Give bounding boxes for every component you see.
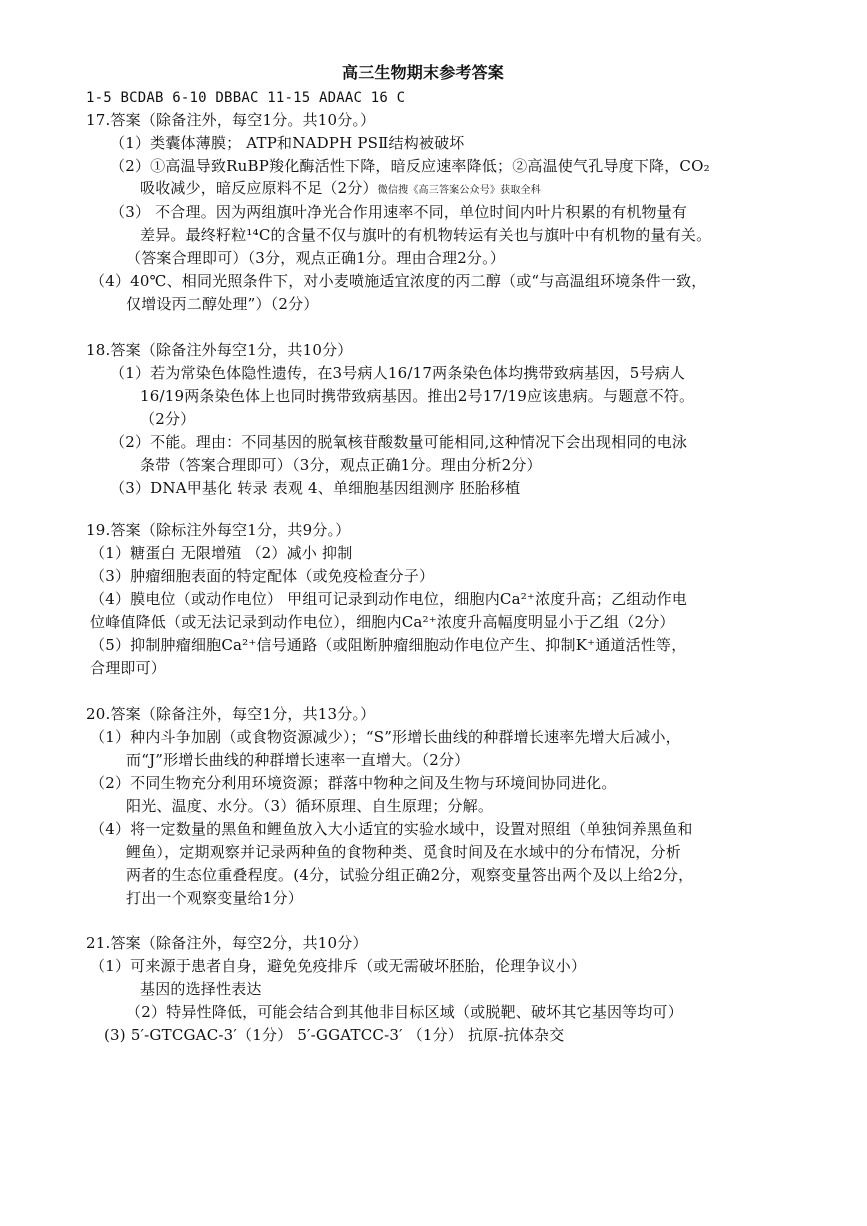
q18-line: （2分） xyxy=(140,410,196,428)
q17-line: （答案合理即可）（3分，观点正确1分。理由合理2分。） xyxy=(126,249,506,267)
q17-line: （2）①高温导致RuBP羧化酶活性下降，暗反应速率降低；②高温使气孔导度下降，CO₂ xyxy=(110,157,710,175)
q20-heading: 20.答案（除备注外，每空1分，共13分。） xyxy=(86,705,376,723)
q19-line: 位峰值降低（或无法记录到动作电位），细胞内Ca²⁺浓度升高幅度明显小于乙组（2分） xyxy=(90,613,675,631)
q18-line: （1）若为常染色体隐性遗传，在3号病人16/17两条染色体均携带致病基因，5号病人 xyxy=(110,364,686,382)
q20-line: 阳光、温度、水分。（3）循环原理、自生原理；分解。 xyxy=(126,797,494,815)
q20-line: 鲤鱼），定期观察并记录两种鱼的食物种类、觅食时间及在水域中的分布情况，分析 xyxy=(126,843,681,861)
q18-line: （2）不能。理由：不同基因的脱氧核苷酸数量可能相同,这种情况下会出现相同的电泳 xyxy=(110,433,688,451)
q21-heading: 21.答案（除备注外，每空2分，共10分） xyxy=(86,934,368,952)
q21-line: （1）可来源于患者自身，避免免疫排斥（或无需破坏胚胎，伦理争议小） xyxy=(90,957,587,975)
q17-line: 仅增设丙二醇处理”）（2分） xyxy=(126,295,319,313)
q18-line: （3）DNA甲基化 转录 表观 4、单细胞基因组测序 胚胎移植 xyxy=(110,479,521,497)
q20-line: 两者的生态位重叠程度。(4分，试验分组正确2分，观察变量答出两个及以上给2分， xyxy=(126,866,694,884)
q19-line: （3）肿瘤细胞表面的特定配体（或免疫检查分子） xyxy=(90,567,435,585)
q17-heading: 17.答案（除备注外，每空1分。共10分。） xyxy=(86,111,376,129)
q17-line: （4）40℃、相同光照条件下，对小麦喷施适宜浓度的丙二醇（或“与高温组环境条件一致， xyxy=(90,272,707,290)
q17-line: （1）类囊体薄膜； ATP和NADPH PSⅡ结构被破坏 xyxy=(110,134,465,152)
page-title: 高三生物期末参考答案 xyxy=(342,63,505,82)
q18-line: 条带（答案合理即可）（3分，观点正确1分。理由分析2分） xyxy=(140,456,542,474)
q19-line: 合理即可） xyxy=(90,659,167,677)
choice-answers: 1-5 BCDAB 6-10 DBBAC 11-15 ADAAC 16 C xyxy=(86,90,406,106)
q19-line: （5）抑制肿瘤细胞Ca²⁺信号通路（或阻断肿瘤细胞动作电位产生、抑制K⁺通道活性等， xyxy=(90,636,687,654)
wechat-note: 微信搜《高三答案公众号》获取全科 xyxy=(377,185,541,196)
q20-line: （1）种内斗争加剧（或食物资源减少）；“S”形增长曲线的种群增长速率先增大后减小， xyxy=(90,728,681,746)
q19-line: （4）膜电位（或动作电位） 甲组可记录到动作电位，细胞内Ca²⁺浓度升高；乙组动作电 xyxy=(90,590,688,608)
q19-heading: 19.答案（除标注外每空1分，共9分。） xyxy=(86,521,351,539)
q19-line: （1）糖蛋白 无限增殖 （2）减小 抑制 xyxy=(90,544,353,562)
q17-line-text: 吸收减少，暗反应原料不足（2分） xyxy=(140,179,378,197)
q18-line: 16/19两条染色体上也同时携带致病基因。推出2号17/19应该患病。与题意不符。 xyxy=(140,387,695,405)
q20-line: 而“J”形增长曲线的种群增长速率一直增大。（2分） xyxy=(126,751,470,769)
q20-line: 打出一个观察变量给1分） xyxy=(126,889,303,907)
q21-line: 基因的选择性表达 xyxy=(140,980,262,998)
q21-line: (3) 5′-GTCGAC-3′（1分） 5′-GGATCC-3′ （1分） 抗原-抗体杂交 xyxy=(104,1026,565,1044)
q21-line: （2）特异性降低，可能会结合到其他非目标区域（或脱靶、破坏其它基因等均可） xyxy=(126,1003,683,1021)
q17-line xyxy=(140,177,541,202)
q20-line: （4）将一定数量的黑鱼和鲤鱼放入大小适宜的实验水域中，设置对照组（单独饲养黑鱼和 xyxy=(90,820,693,838)
q18-heading: 18.答案（除备注外每空1分，共10分） xyxy=(86,341,353,359)
q17-line: （3） 不合理。因为两组旗叶净光合作用速率不同，单位时间内叶片积累的有机物量有 xyxy=(110,203,688,221)
q17-line: 差异。最终籽粒¹⁴C的含量不仅与旗叶的有机物转运有关也与旗叶中有机物的量有关。 xyxy=(140,226,712,244)
q20-line: （2）不同生物充分利用环境资源；群落中物种之间及生物与环境间协同进化。 xyxy=(90,774,617,792)
